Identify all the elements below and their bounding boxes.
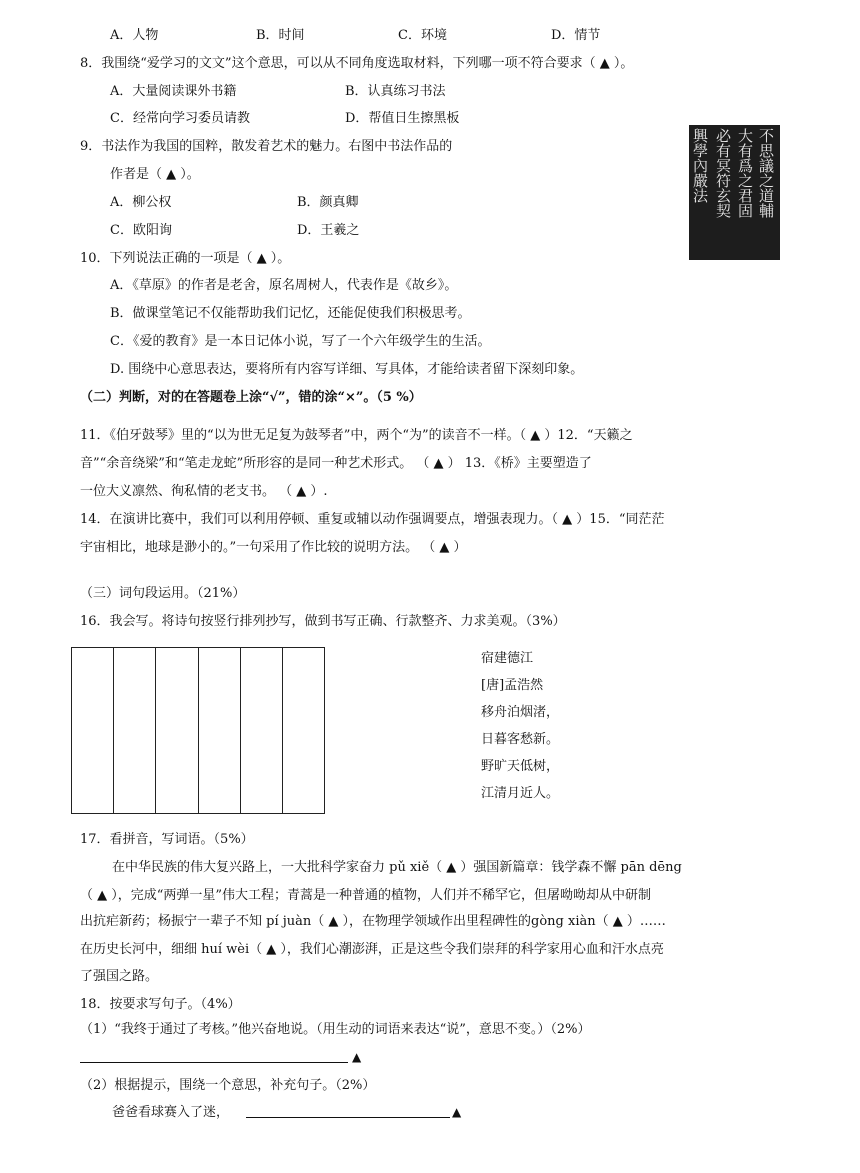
q9-option-c: C．欧阳询 [110, 223, 172, 238]
q8-option-b: B．认真练习书法 [345, 84, 446, 99]
calligraphy-column: 必有冥符玄契 [714, 128, 732, 218]
judge-line: 宇宙相比，地球是渺小的。”一句采用了作比较的说明方法。 （ ▲ ） [80, 540, 467, 555]
calligraphy-column: 興學內嚴法 [691, 128, 709, 203]
grid-column[interactable] [283, 648, 324, 813]
q8-option-a: A．大量阅读课外书籍 [110, 84, 237, 99]
q17-stem: 17．看拼音，写词语。（5%） [80, 832, 254, 847]
calligraphy-column: 不思議之道輔 [757, 128, 775, 218]
q17-passage-line: 在中华民族的伟大复兴路上，一大批科学家奋力 pǔ xiě（ ▲ ）强国新篇章：钱学森不懈 pān dēng [112, 860, 682, 875]
q7-option-a: A．人物 [110, 28, 159, 43]
calligraphy-image [689, 125, 780, 260]
q9-option-b: B．颜真卿 [297, 195, 359, 210]
q16-stem: 16．我会写。将诗句按竖行排列抄写，做到书写正确、行款整齐、力求美观。（3%） [80, 614, 566, 629]
q9-option-d: D．王羲之 [297, 223, 360, 238]
poem-line: 移舟泊烟渚， [481, 705, 560, 720]
judge-line: 一位大义凛然、徇私情的老支书。 （ ▲ ）. [80, 484, 328, 499]
q8-option-c: C．经常向学习委员请教 [110, 111, 250, 126]
q9-stem-line2: 作者是（ ▲ ）。 [110, 167, 200, 182]
q10-option-c: C．《爱的教育》是一本日记体小说，写了一个六年级学生的生活。 [110, 334, 491, 349]
grid-column[interactable] [199, 648, 241, 813]
q8-option-d: D．帮值日生擦黑板 [345, 111, 460, 126]
q7-option-c: C．环境 [398, 28, 447, 43]
q7-option-b: B．时间 [256, 28, 305, 43]
q10-option-b: B．做课堂笔记不仅能帮助我们记忆，还能促使我们积极思考。 [110, 306, 471, 321]
answer-mark: ▲ [352, 1050, 362, 1064]
q9-stem-line1: 9．书法作为我国的国粹，散发着艺术的魅力。右图中书法作品的 [80, 139, 453, 154]
q17-passage-line: 在历史长河中，细细 huí wèi（ ▲ ），我们心潮澎湃，正是这些令我们崇拜的科学家用心血和汗水点亮 [80, 942, 664, 957]
answer-mark: ▲ [452, 1105, 462, 1119]
grid-column[interactable] [114, 648, 156, 813]
grid-column[interactable] [72, 648, 114, 813]
q18-2-answer-line[interactable] [246, 1117, 450, 1118]
grid-column[interactable] [241, 648, 283, 813]
q8-stem: 8．我围绕“爱学习的文文”这个意思，可以从不同角度选取材料，下列哪一项不符合要求（ ▲ ）。 [80, 56, 634, 71]
q17-passage-line: 出抗疟新药；杨振宁一辈子不知 pí juàn（ ▲ ），在物理学领域作出里程碑性的gòng xiàn（ ▲ ）…… [80, 914, 666, 929]
q18-1-answer-line[interactable] [80, 1062, 348, 1063]
q18-stem: 18．按要求写句子。（4%） [80, 997, 241, 1012]
calligraphy-column: 大有爲之君固 [736, 128, 754, 218]
q10-option-d: D. 围绕中心意思表达，要将所有内容写详细、写具体，才能给读者留下深刻印象。 [110, 362, 584, 377]
judge-line: 14．在演讲比赛中，我们可以利用停顿、重复或辅以动作强调要点，增强表现力。（ ▲ ）15．“同茫茫 [80, 512, 665, 527]
section3-title: （三）词句段运用。（21%） [80, 586, 246, 601]
q18-2-sentence: 爸爸看球赛入了迷， [112, 1105, 230, 1120]
q17-passage-line: （ ▲ ），完成“两弹一星”伟大工程；青蒿是一种普通的植物，人们并不稀罕它，但屠呦呦却从中研制 [80, 888, 652, 903]
poem-line: 日暮客愁新。 [481, 732, 560, 747]
poem-line: 野旷天低树， [481, 759, 560, 774]
q9-option-a: A．柳公权 [110, 195, 172, 210]
q17-passage-line: 了强国之路。 [80, 969, 159, 984]
section2-title: （二）判断，对的在答题卷上涂“√”，错的涂“×”。（5 %） [80, 390, 422, 405]
writing-grid[interactable] [71, 647, 325, 814]
q7-option-d: D．情节 [551, 28, 601, 43]
q10-stem: 10．下列说法正确的一项是（ ▲ ）。 [80, 251, 291, 266]
q18-1-prompt: （1）“我终于通过了考核。”他兴奋地说。（用生动的词语来表达“说”，意思不变。）（2%） [80, 1022, 591, 1037]
q18-2-prompt: （2）根据提示，围绕一个意思，补充句子。（2%） [80, 1078, 376, 1093]
poem-author: [唐]孟浩然 [481, 678, 544, 693]
poem-title: 宿建德江 [481, 651, 534, 666]
grid-column[interactable] [156, 648, 198, 813]
judge-line: 11．《伯牙鼓琴》里的“以为世无足复为鼓琴者”中，两个“为”的读音不一样。（ ▲ ）12．“天籁之 [80, 428, 633, 443]
judge-line: 音”“余音绕梁”和“笔走龙蛇”所形容的是同一种艺术形式。 （ ▲ ） 13．《桥》主要塑造了 [80, 456, 592, 471]
poem-line: 江清月近人。 [481, 786, 560, 801]
q10-option-a: A．《草原》的作者是老舍，原名周树人，代表作是《故乡》。 [110, 278, 458, 293]
